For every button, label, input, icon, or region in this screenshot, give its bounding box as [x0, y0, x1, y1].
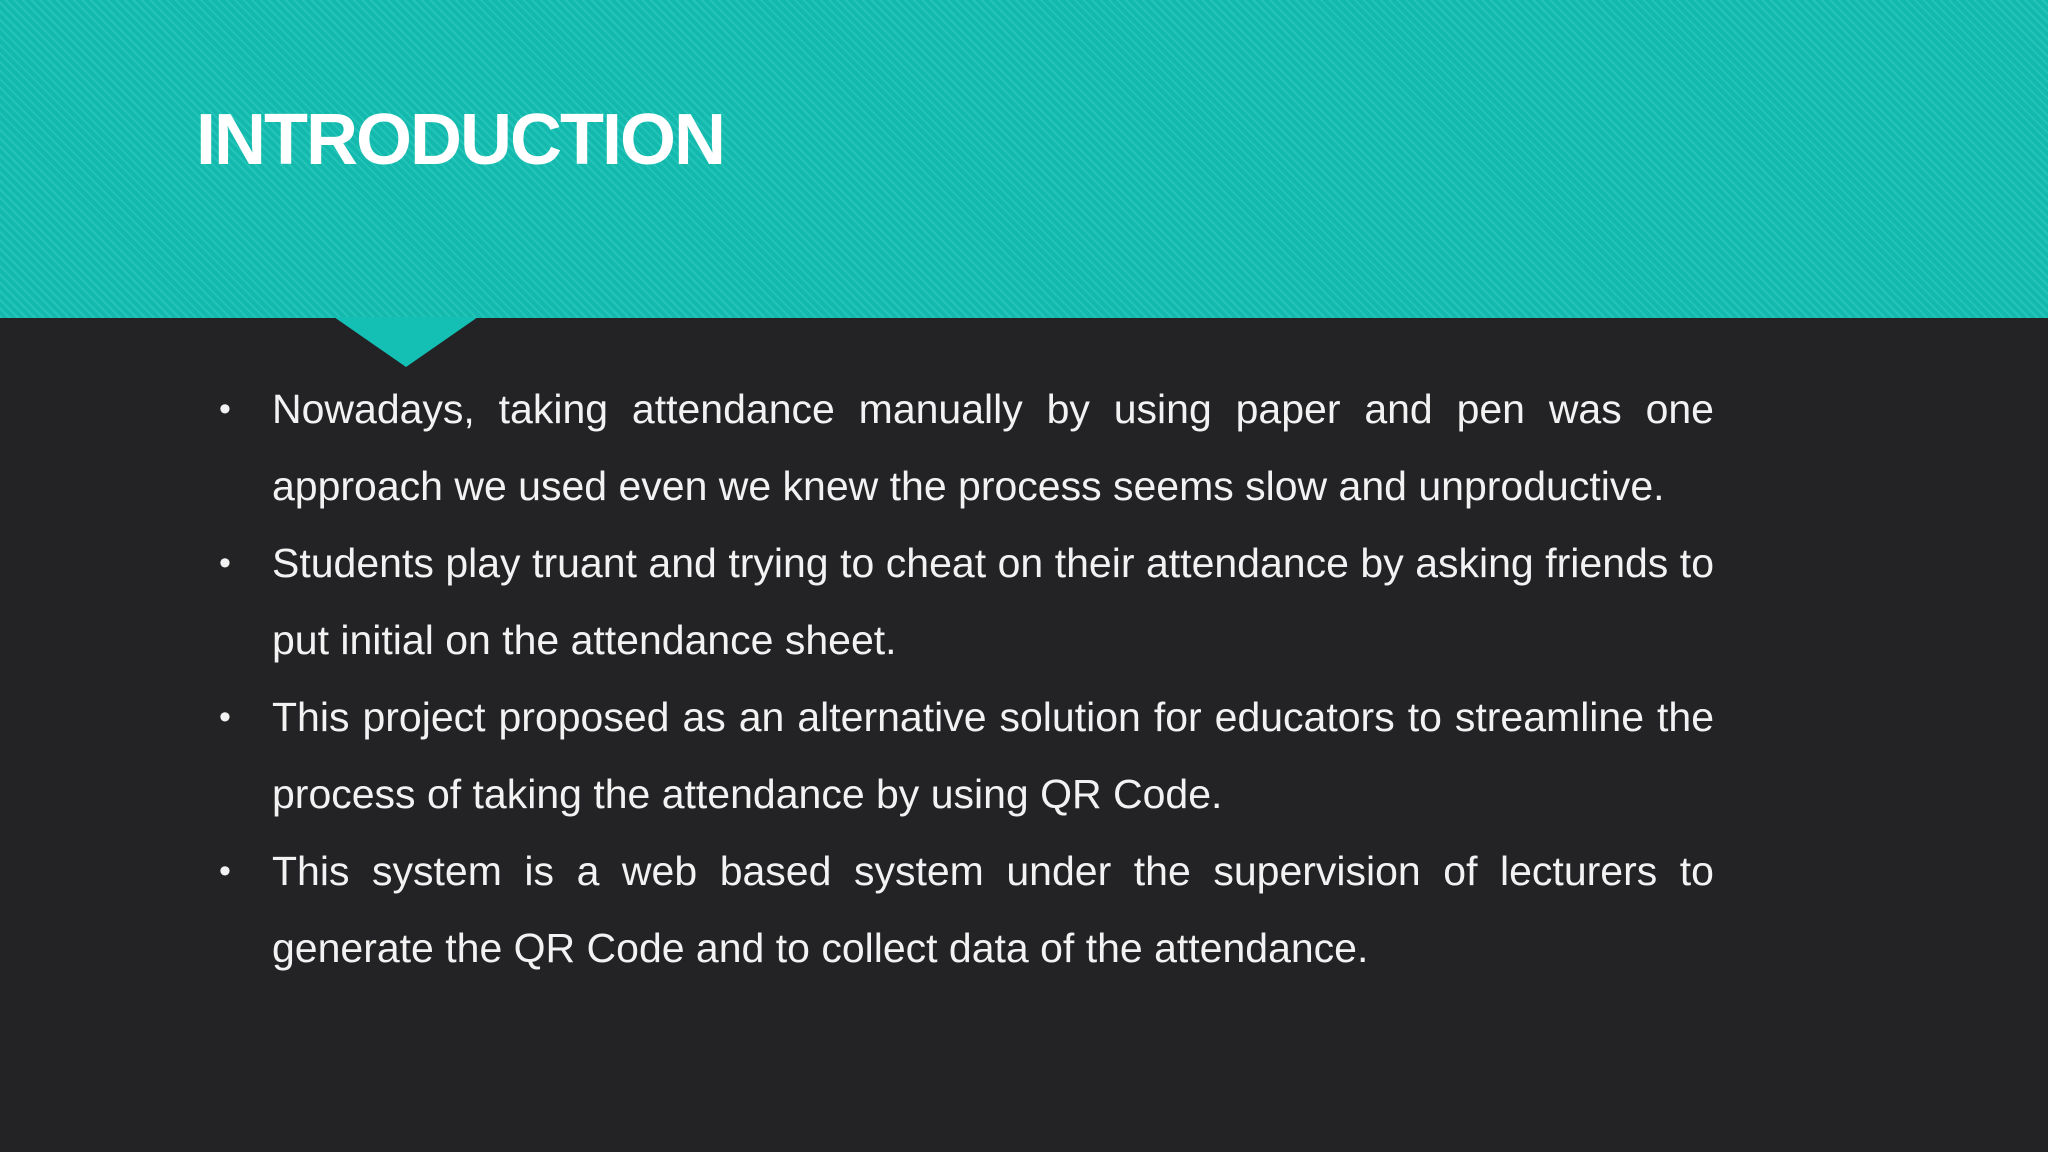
- bullet-dot-icon: •: [219, 852, 231, 890]
- header-notch: [334, 317, 478, 367]
- bullet-item-1: [219, 371, 1714, 525]
- bullet-dot-icon: •: [219, 544, 231, 582]
- bullet-item-2: [219, 525, 1714, 679]
- bullet-dot-icon: •: [219, 390, 231, 428]
- bullet-text: This project proposed as an alternative solution for educators to streamline the process of taking the attendance by using QR Code.: [272, 694, 1714, 817]
- bullet-text: Students play truant and trying to cheat on their attendance by asking friends to put initial on the attendance sheet.: [272, 540, 1714, 663]
- bullet-dot-icon: •: [219, 698, 231, 736]
- bullet-text: This system is a web based system under the supervision of lecturers to generate the QR Code and to collect data of the attendance.: [272, 848, 1714, 971]
- slide-title: INTRODUCTION: [196, 100, 724, 180]
- bullet-list: [219, 371, 1714, 987]
- bullet-item-4: [219, 833, 1714, 987]
- bullet-text: Nowadays, taking attendance manually by using paper and pen was one approach we used even we knew the process seems slow and unproductive.: [272, 386, 1714, 509]
- bullet-item-3: [219, 679, 1714, 833]
